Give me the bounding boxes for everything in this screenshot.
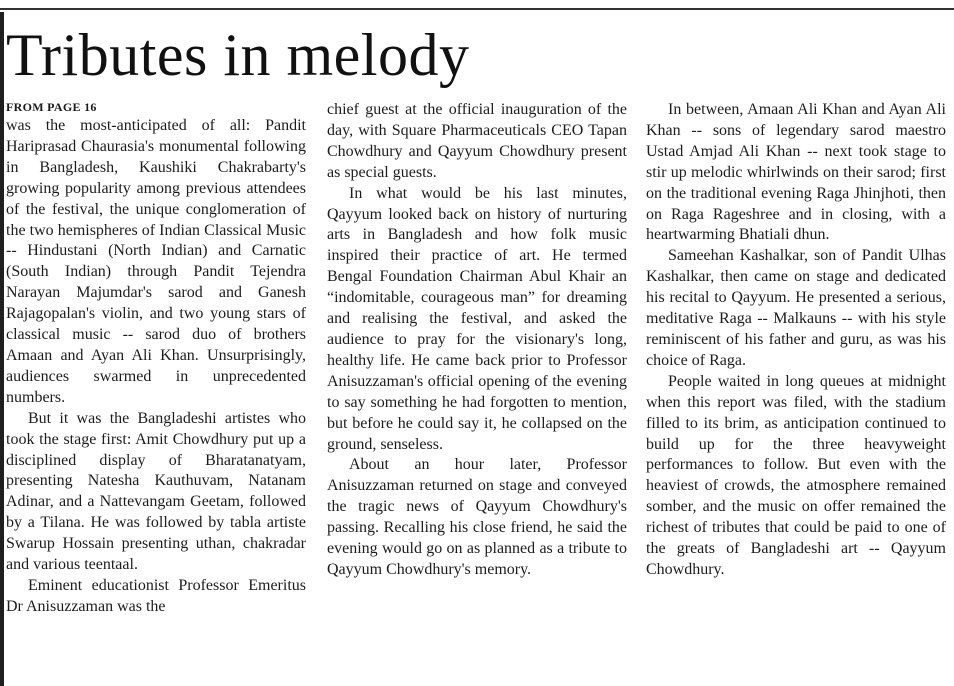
article-column-3 (646, 100, 946, 581)
paragraph: But it was the Bangladeshi artistes who took the stage first: Amit Chowdhury put up a disciplined display of Bharatanatyam, presenting Natesha Kauthuvam, Natanam Adinar, and a Nattevangam Geetam, followed by a Tilana. He was followed by tabla artiste Swarup Hossain presenting uthan, chakradar and various teentaal. (6, 409, 306, 574)
paragraph: In between, Amaan Ali Khan and Ayan Ali Khan -- sons of legendary sarod maestro Ustad Amjad Ali Khan -- next took stage to stir up melodic whirlwinds on their sarod; first on the traditional evening Raga Jhinjhoti, then on Raga Rageshree and in closing, with a heartwarming Bhatiali dhun. (646, 101, 946, 244)
article-column-1 (6, 100, 306, 618)
article-column-2 (327, 100, 627, 581)
paragraph: chief guest at the official inauguration of the day, with Square Pharmaceuticals CEO Tapan Chowdhury and Qayyum Chowdhury present as special guests. (327, 101, 627, 181)
paragraph: Eminent educationist Professor Emeritus Dr Anisuzzaman was the (6, 576, 306, 615)
headline: Tributes in melody (6, 22, 470, 88)
paragraph: About an hour later, Professor Anisuzzaman returned on stage and conveyed the tragic news of Qayyum Chowdhury's passing. Recalling his close friend, he said the evening would go on as planned as a tribute to Qayyum Chowdhury's memory. (327, 456, 627, 578)
left-accent-bar (0, 12, 4, 686)
continuation-kicker: FROM PAGE 16 (6, 100, 97, 114)
paragraph: People waited in long queues at midnight when this report was filed, with the stadium filled to its brim, as anticipation continued to build up for the three heavyweight performances to follow. But even with the heaviest of crowds, the atmosphere remained somber, and the music on offer remained the richest of tributes that could be paid to one of the greats of Bangladeshi art -- Qayyum Chowdhury. (646, 372, 946, 578)
paragraph: In what would be his last minutes, Qayyum looked back on history of nurturing arts in Bangladesh and how folk music inspired their practice of art. He termed Bengal Foundation Chairman Abul Khair an “indomitable, courageous man” for dreaming and realising the festival, and asked the audience to pray for the visionary's long, healthy life. He came back prior to Professor Anisuzzaman's official opening of the evening to say something he had forgotten to mention, but before he could say it, he collapsed on the ground, senseless. (327, 184, 627, 453)
top-rule (0, 8, 954, 10)
paragraph: was the most-anticipated of all: Pandit Hariprasad Chaurasia's monumental following in Bangladesh, Kaushiki Chakrabarty's growing popularity among previous attendees of the festival, the unique conglomeration of the two hemispheres of Indian Classical Music -- Hindustani (North Indian) and Carnatic (South Indian) through Pandit Tejendra Narayan Majumdar's sarod and Ganesh Rajagopalan's violin, and two young stars of classical music -- sarod duo of brothers Amaan and Ayan Ali Khan. Unsurprisingly, audiences swarmed in unprecedented numbers. (6, 117, 306, 406)
paragraph: Sameehan Kashalkar, son of Pandit Ulhas Kashalkar, then came on stage and dedicated his recital to Qayyum. He presented a serious, meditative Raga -- Malkauns -- with his style reminiscent of his father and guru, as was his choice of Raga. (646, 247, 946, 369)
